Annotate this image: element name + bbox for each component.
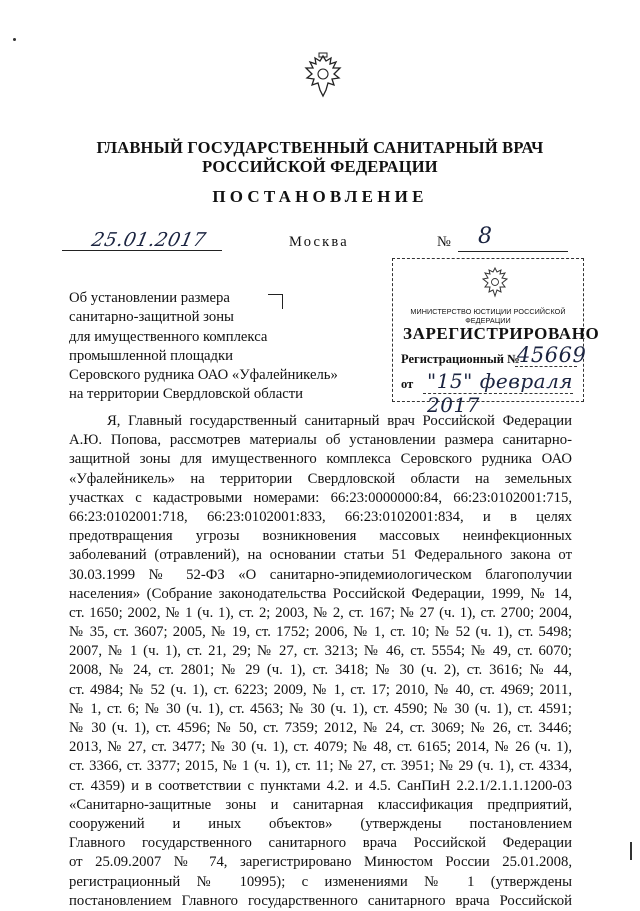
stamp-ministry-text: МИНИСТЕРСТВО ЮСТИЦИИ РОССИЙСКОЙ ФЕДЕРАЦИИ <box>410 307 566 325</box>
handwritten-number: 8 <box>478 224 492 249</box>
issuer-title-line-2: РОССИЙСКОЙ ФЕДЕРАЦИИ <box>202 157 438 176</box>
stamp-reg-number: 45669 <box>517 343 587 367</box>
stamp-reg-number-label: Регистрационный № <box>401 352 520 366</box>
document-type-title: ПОСТАНОВЛЕНИЕ <box>212 187 428 206</box>
issuer-title-line-1: ГЛАВНЫЙ ГОСУДАРСТВЕННЫЙ САНИТАРНЫЙ ВРАЧ <box>96 138 544 157</box>
subject-line: для имущественного комплекса <box>69 328 268 345</box>
body-line: защитной зоны для имущественного комплекса Серовского рудника ОАО <box>69 451 572 468</box>
subject-line: на территории Свердловской области <box>69 386 304 403</box>
body-line: регистрационный № 10995); с изменениями № 1 (утверждены <box>69 873 572 890</box>
stamp-eagle-icon <box>479 265 511 301</box>
body-paragraph <box>69 412 572 911</box>
body-line: «Уфалейникель» на территории Свердловской области на земельных <box>69 470 572 487</box>
city-label: Москва <box>289 234 349 250</box>
number-underline <box>458 251 568 252</box>
number-label: № <box>437 234 451 250</box>
handwritten-date: 25.01.2017 <box>89 229 209 251</box>
subject-line: санитарно-защитной зоны <box>69 309 234 326</box>
body-line: ст. 4359) и в соответствии с пунктами 4.2. и 4.5. СанПиН 2.2.1/2.1.1.1200-03 <box>69 777 572 794</box>
body-line: участках с кадастровыми номерами: 66:23:0000000:84, 66:23:0102001:715, <box>69 489 572 506</box>
body-line: 2013, № 27, ст. 3477; № 30 (ч. 1), ст. 4079; № 48, ст. 6165; 2014, № 26 (ч. 1), <box>69 739 572 756</box>
subject-line: Об установлении размера <box>69 290 230 306</box>
subject-line: Серовского рудника ОАО «Уфалейникель» <box>69 367 338 384</box>
body-line: А.Ю. Попова, рассмотрев материалы об установлении размера санитарно- <box>69 432 572 449</box>
coat-of-arms-emblem <box>300 52 346 100</box>
body-line: 66:23:0102001:718, 66:23:0102001:833, 66:23:0102001:834, и в целях <box>69 508 572 525</box>
stamp-reg-date: "15" февраля 2017 <box>427 369 574 417</box>
body-line: ст. 3366, ст. 3377; 2015, № 1 (ч. 1), ст. 11; № 27, ст. 3951; № 29 (ч. 1), ст. 4334, <box>69 758 572 775</box>
body-line: «Санитарно-защитные зоны и санитарная классификация предприятий, <box>69 796 572 813</box>
body-line: 2008, № 24, ст. 2801; № 29 (ч. 1), ст. 3418; № 30 (ч. 2), ст. 3616; № 44, <box>69 662 572 679</box>
date-underline <box>62 250 222 251</box>
body-line: предотвращения угрозы возникновения массовых неинфекционных <box>69 528 572 545</box>
body-line: ст. 1650; 2002, № 1 (ч. 1), ст. 2; 2003, № 2, ст. 167; № 27 (ч. 1), ст. 2700; 2004, <box>69 604 572 621</box>
body-line: заболеваний (отравлений), на основании статьи 51 Федерального закона от <box>69 547 572 564</box>
registration-stamp <box>392 258 600 417</box>
scan-edge-mark <box>630 842 632 860</box>
body-line: № 35, ст. 3607; 2005, № 19, ст. 1752; 2006, № 1, ст. 10; № 52 (ч. 1), ст. 5498; <box>69 624 572 641</box>
scan-speck <box>13 38 16 41</box>
subject-line: промышленной площадки <box>69 347 234 364</box>
body-line: сооружений и иных объектов» (утверждены постановлением <box>69 815 572 832</box>
body-line: Я, Главный государственный санитарный врач Российской Федерации <box>107 413 572 429</box>
body-line: № 1, ст. 6; № 30 (ч. 1), ст. 4563; № 30 (ч. 1), ст. 4590; № 30 (ч. 1), ст. 4591; <box>69 700 572 717</box>
body-line: Главного государственного санитарного врача Российской Федерации <box>69 835 572 852</box>
body-line: населения» (Собрание законодательства Российской Федерации, 1999, № 14, <box>69 585 572 602</box>
body-line: постановлением Главного государственного санитарного врача Российской <box>69 892 572 909</box>
body-line: 30.03.1999 № 52-ФЗ «О санитарно-эпидемиологическом благополучии <box>69 566 572 583</box>
body-line: ст. 4984; № 52 (ч. 1), ст. 6223; 2009, № 1, ст. 17; 2010, № 40, ст. 4969; 2011, <box>69 681 572 698</box>
subject-block <box>69 289 338 405</box>
stamp-from-label: от <box>401 377 414 391</box>
body-line: от 25.09.2007 № 74, зарегистрировано Минюстом России 25.01.2008, <box>69 854 572 871</box>
stamp-number-underline <box>515 366 577 367</box>
subject-bracket <box>268 294 283 309</box>
stamp-date-underline <box>423 393 573 394</box>
stamp-registered-text: ЗАРЕГИСТРИРОВАНО <box>403 324 600 343</box>
body-line: 2007, № 1 (ч. 1), ст. 21, 29; № 27, ст. 3213; № 46, ст. 5554; № 49, ст. 6070; <box>69 643 572 660</box>
body-line: № 30 (ч. 1), ст. 4596; № 50, ст. 7359; 2012, № 24, ст. 3069; № 26, ст. 3446; <box>69 720 572 736</box>
